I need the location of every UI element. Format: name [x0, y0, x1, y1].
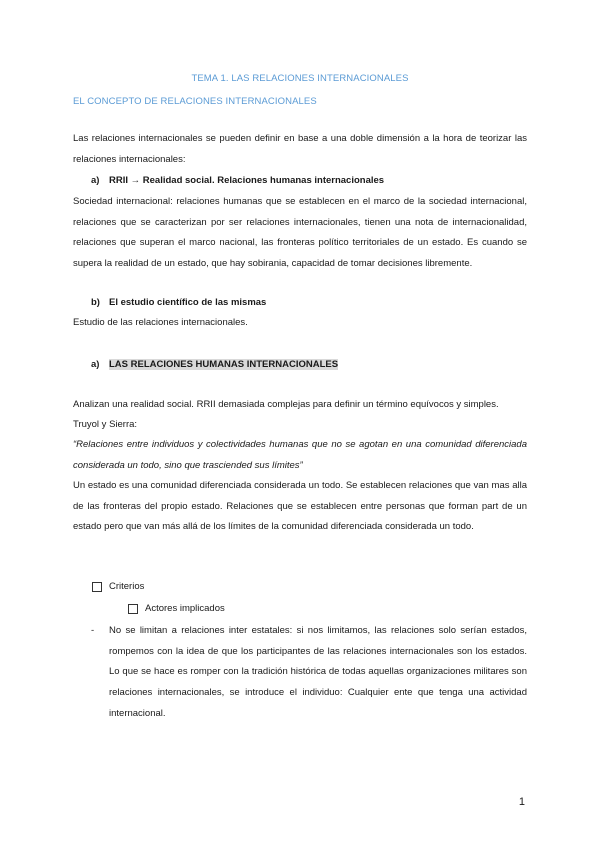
criterios-item — [92, 581, 144, 592]
item-b-marker: b) — [91, 297, 100, 308]
item-a-paragraph: Sociedad internacional: relaciones humanas que se establecen en el marco de la sociedad internacional, relaciones que se caracterizan por ser relaciones internacionales, tienen una nota de internacionalidad, relaciones que superan el marco nacional, las fronteras político territoriales de un estado. Es cuando se supera la realidad de un estado, que hay sobirania, capacidad de tomar decisiones libremente. — [73, 196, 527, 270]
quote-paragraph: “Relaciones entre individuos y colectividades humanas que no se agotan en una comunidad diferenciada considerada un todo, sino que trasciended sus límites” — [73, 439, 527, 471]
section-a-marker: a) — [91, 359, 100, 370]
section-a-label: LAS RELACIONES HUMANAS INTERNACIONALES — [109, 359, 339, 370]
actores-item — [128, 603, 225, 614]
dash-list-item — [91, 621, 527, 725]
dash-item-text: No se limitan a relaciones inter estatales: si nos limitamos, las relaciones solo serían estados, rompemos con la idea de que los participantes de las relaciones internacionales son los estados. Lo que se hace es romper con la tradición histórica de todas aquellas organizaciones militares son relaciones internacionales, se introduce el individuo: Cualquier ente que tenga una actividad internacional. — [109, 625, 527, 719]
section-subtitle: EL CONCEPTO DE RELACIONES INTERNACIONALES — [73, 96, 317, 107]
checkbox-icon — [92, 582, 102, 592]
item-a-label: RRII → Realidad social. Relaciones humanas internacionales — [109, 175, 385, 186]
section-a-heading — [91, 359, 338, 370]
item-b-label: El estudio científico de las mismas — [109, 297, 267, 308]
criterios-label: Criterios — [109, 581, 145, 592]
item-a-heading — [91, 175, 384, 186]
dash-marker: - — [91, 625, 95, 636]
intro-paragraph: Las relaciones internacionales se pueden definir en base a una doble dimensión a la hora de teorizar las relaciones internacionales: — [73, 133, 527, 165]
checkbox-icon — [128, 604, 138, 614]
actores-label: Actores implicados — [145, 603, 225, 614]
item-a-marker: a) — [91, 175, 100, 186]
truyol-line: Truyol y Sierra: — [73, 419, 138, 430]
page-number: 1 — [518, 796, 525, 808]
estado-paragraph: Un estado es una comunidad diferenciada considerada un todo. Se establecen relaciones que van mas alla de las fronteras del propio estado. Relaciones que se establecen entre personas que forman part de un estado pero que van más allá de los límites de la comunidad diferenciada considerada un todo. — [73, 480, 527, 533]
item-b-heading — [91, 297, 266, 308]
item-b-paragraph: Estudio de las relaciones internacionales. — [73, 317, 248, 328]
analizan-paragraph: Analizan una realidad social. RRII demasiada complejas para definir un término equívocos y simples. — [73, 399, 499, 410]
document-title: TEMA 1. LAS RELACIONES INTERNACIONALES — [191, 73, 409, 84]
